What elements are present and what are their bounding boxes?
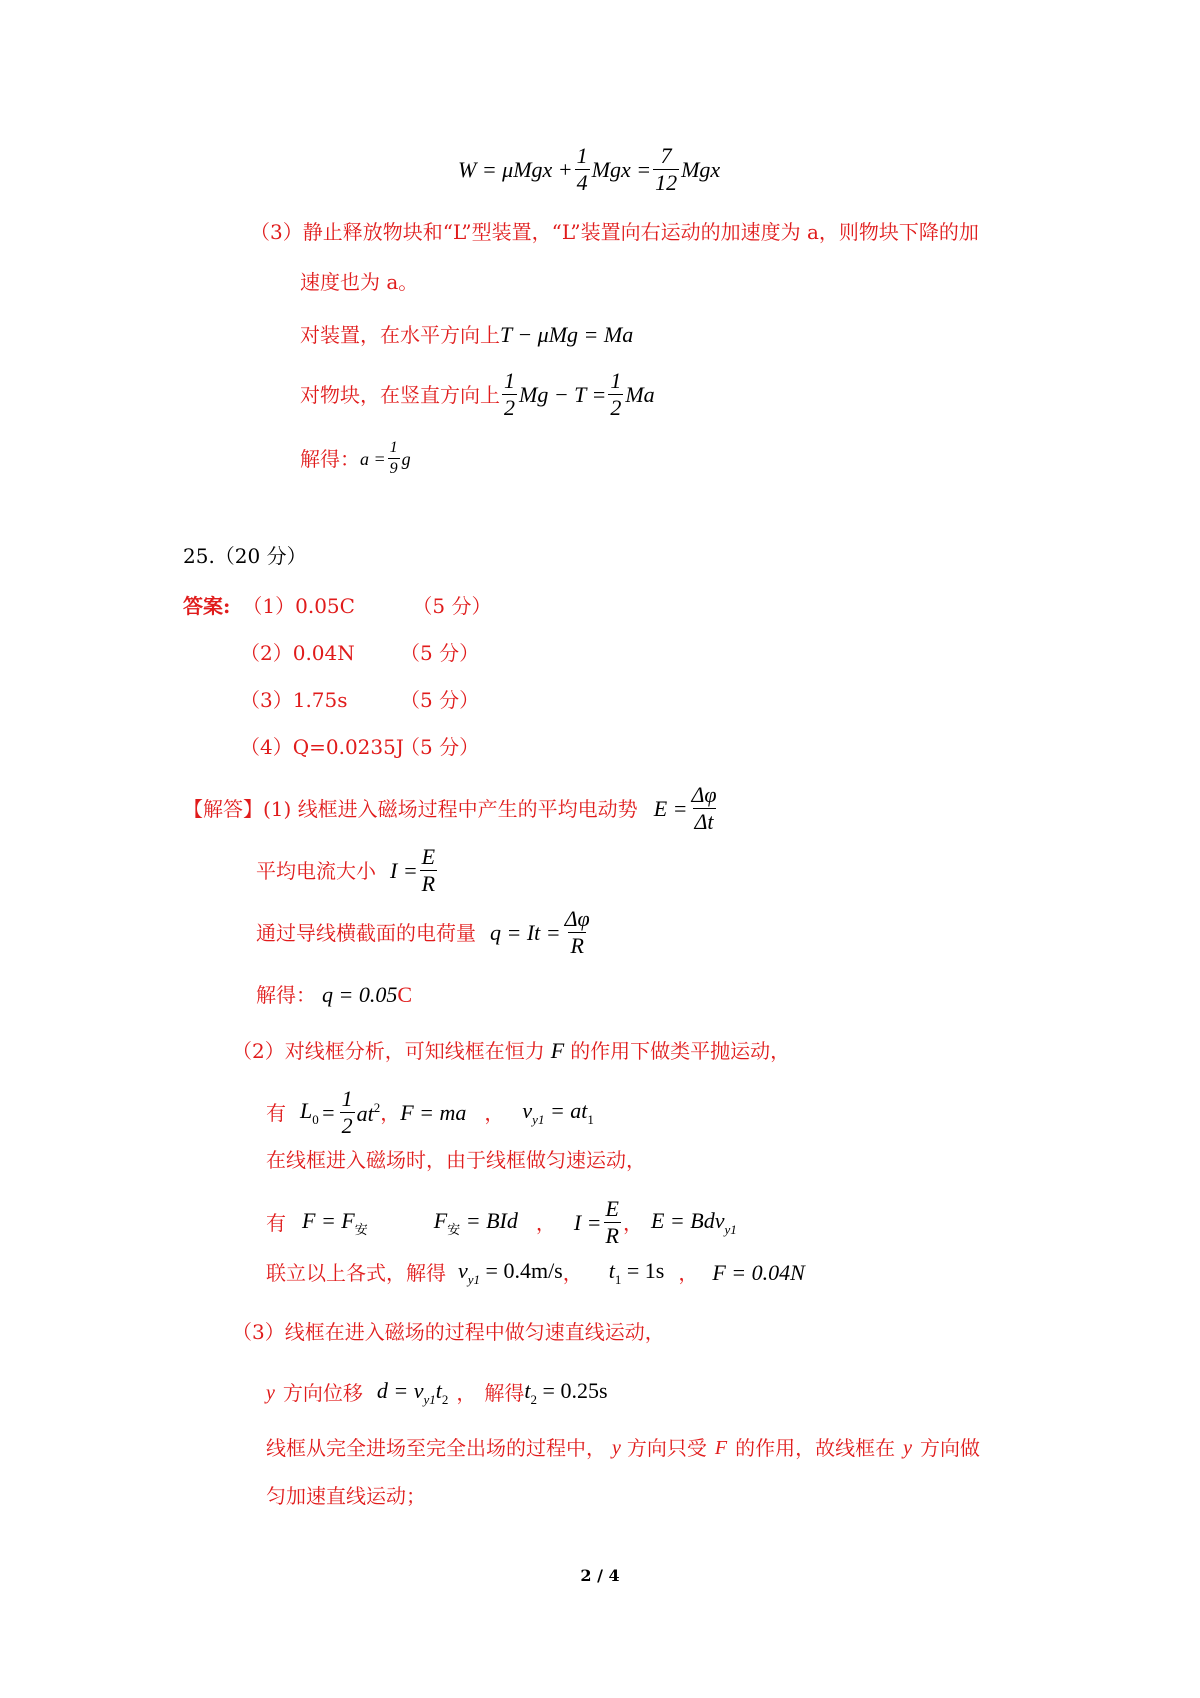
equation bbox=[300, 1088, 380, 1137]
equation bbox=[524, 1380, 607, 1406]
equation-lhs: a = bbox=[360, 448, 386, 469]
part3-solution-line1: （3）线框在进入磁场的过程中做匀速直线运动， bbox=[232, 1320, 665, 1344]
subscript: 1 bbox=[614, 1272, 622, 1287]
answer-label: 答案: bbox=[183, 594, 231, 618]
fraction-denominator: R bbox=[570, 933, 584, 958]
symbol-y: y bbox=[612, 1437, 621, 1459]
line-text: 解得： bbox=[256, 983, 316, 1007]
symbol-base: t bbox=[524, 1378, 531, 1403]
equation-rhs: = at bbox=[549, 1097, 588, 1123]
term bbox=[357, 1101, 381, 1125]
equation-base: E = Bdv bbox=[650, 1207, 725, 1233]
equation: q = 0.05 bbox=[322, 982, 398, 1007]
question-header: 25.（20 分） bbox=[183, 544, 307, 568]
fraction-numerator: E bbox=[605, 1196, 619, 1221]
equation-base: F = F bbox=[302, 1207, 355, 1233]
part2-line3: 在线框进入磁场时，由于线框做匀速运动， bbox=[266, 1148, 646, 1172]
part3-solution-line2 bbox=[266, 1380, 608, 1406]
subscript: y1 bbox=[423, 1392, 436, 1407]
fraction bbox=[420, 846, 437, 895]
symbol-F: F bbox=[714, 1437, 728, 1459]
part3-solution-line3 bbox=[266, 1438, 980, 1458]
line-text: 的作用下做类平抛运动， bbox=[570, 1039, 791, 1063]
symbol-base: t bbox=[435, 1378, 442, 1403]
equation bbox=[360, 440, 411, 477]
line-text: 解得 bbox=[484, 1381, 525, 1405]
fraction-numerator: 1 bbox=[389, 439, 398, 456]
line-text: 线框从完全进场至完全出场的过程中， bbox=[266, 1436, 606, 1460]
line-text: 对装置，在水平方向上 bbox=[300, 323, 500, 347]
equation-rhs: = BId bbox=[465, 1207, 518, 1233]
equation-unit: C bbox=[397, 982, 413, 1007]
answer-score: （5 分） bbox=[400, 688, 480, 712]
answer-value: （3）1.75s bbox=[240, 688, 348, 712]
subscript: y1 bbox=[532, 1111, 545, 1127]
symbol-y: y bbox=[903, 1437, 912, 1459]
line-text: 解得： bbox=[300, 446, 360, 471]
fraction bbox=[689, 784, 718, 833]
separator: ， bbox=[484, 1100, 505, 1125]
formula-lhs: W = μMgx + bbox=[458, 156, 573, 182]
fraction-numerator: E bbox=[421, 844, 436, 869]
solution-label: 【解答】 bbox=[183, 796, 263, 821]
part2-line4 bbox=[266, 1198, 737, 1247]
separator: ， bbox=[562, 1261, 583, 1285]
fraction-denominator: 4 bbox=[576, 170, 588, 195]
equation bbox=[458, 1260, 563, 1286]
equation-lhs: I = bbox=[390, 857, 418, 883]
answer-score: （5 分） bbox=[412, 594, 492, 618]
fraction-denominator: R bbox=[605, 1223, 619, 1248]
equation-lhs: I = bbox=[573, 1209, 602, 1235]
solution-line1 bbox=[183, 784, 721, 833]
symbol-F: F bbox=[550, 1038, 565, 1063]
equation-lhs: E = bbox=[653, 795, 688, 821]
answer-row-1 bbox=[183, 596, 491, 616]
fraction-numerator: 7 bbox=[660, 143, 672, 168]
term-base: at bbox=[356, 1100, 374, 1126]
fraction bbox=[575, 145, 590, 194]
equation-mid: Mg − T = bbox=[519, 381, 607, 407]
equation bbox=[390, 846, 439, 895]
fraction-denominator: 9 bbox=[389, 460, 398, 477]
symbol-y: y bbox=[266, 1382, 275, 1404]
fraction-numerator: Δφ bbox=[564, 906, 590, 931]
subscript: 2 bbox=[441, 1392, 449, 1407]
line-text: 方向只受 bbox=[626, 1436, 707, 1460]
part2-line5 bbox=[266, 1260, 805, 1286]
part3-line3 bbox=[300, 324, 633, 346]
separator: ， bbox=[456, 1381, 477, 1405]
part3-line5 bbox=[300, 440, 411, 477]
line-prefix: 有 bbox=[266, 1210, 286, 1235]
line-text: 平均电流大小 bbox=[256, 858, 376, 883]
fraction bbox=[608, 370, 623, 419]
subscript: 1 bbox=[587, 1111, 594, 1127]
top-formula bbox=[458, 145, 720, 194]
equals: = bbox=[320, 1099, 336, 1125]
part2-line2 bbox=[266, 1088, 594, 1137]
fraction bbox=[388, 440, 400, 477]
subscript: 2 bbox=[530, 1392, 538, 1407]
part3-solution-line4: 匀加速直线运动； bbox=[266, 1484, 426, 1508]
equation bbox=[490, 908, 594, 957]
line-text: 方向位移 bbox=[282, 1381, 363, 1405]
equation: T − μMg = Ma bbox=[500, 322, 634, 347]
equation bbox=[574, 1198, 623, 1247]
part3-line2: 速度也为 a。 bbox=[300, 270, 419, 294]
fraction-denominator: 2 bbox=[504, 395, 515, 420]
line-text: (1) 线框进入磁场过程中产生的平均电动势 bbox=[263, 796, 638, 821]
equation-end: g bbox=[401, 448, 411, 469]
line-text: 的作用，故线框在 bbox=[735, 1436, 896, 1460]
solution-line2 bbox=[256, 846, 439, 895]
fraction bbox=[563, 908, 592, 957]
equation-value: = 1s bbox=[626, 1258, 665, 1283]
fraction-denominator: R bbox=[421, 871, 436, 896]
answer-row-3 bbox=[240, 690, 479, 710]
symbol bbox=[300, 1097, 319, 1127]
fraction bbox=[653, 145, 679, 194]
equation bbox=[433, 1207, 518, 1237]
equation bbox=[500, 370, 655, 419]
answer-row-2 bbox=[240, 643, 479, 663]
equation-end: Ma bbox=[625, 381, 655, 407]
fraction-denominator: 2 bbox=[610, 395, 622, 420]
equation-lhs: q = It = bbox=[490, 919, 561, 945]
equation-value: = 0.4m/s bbox=[485, 1258, 563, 1283]
subscript: 安 bbox=[354, 1221, 368, 1237]
fraction-numerator: 1 bbox=[341, 1086, 353, 1111]
separator: ， bbox=[622, 1210, 643, 1235]
separator: ， bbox=[535, 1210, 556, 1235]
fraction-numerator: 1 bbox=[576, 143, 588, 168]
equation: F = 0.04N bbox=[712, 1260, 805, 1285]
formula-rhs: Mgx bbox=[681, 156, 721, 182]
fraction bbox=[340, 1088, 355, 1137]
equation bbox=[522, 1097, 594, 1127]
symbol-base: L bbox=[300, 1097, 313, 1123]
equation-base: d = v bbox=[376, 1378, 424, 1403]
solution-line3 bbox=[256, 908, 594, 957]
fraction-denominator: Δt bbox=[694, 809, 714, 834]
line-text: 方向做 bbox=[920, 1436, 980, 1460]
line-text: （2）对线框分析，可知线框在恒力 bbox=[232, 1039, 545, 1063]
part3-line4 bbox=[300, 370, 655, 419]
equation bbox=[650, 1207, 737, 1237]
separator: ， bbox=[678, 1261, 699, 1285]
symbol-base: t bbox=[608, 1258, 615, 1283]
subscript: y1 bbox=[724, 1221, 737, 1237]
separator: ， bbox=[380, 1100, 401, 1125]
equation: F = ma bbox=[400, 1099, 467, 1125]
fraction-numerator: 1 bbox=[610, 368, 622, 393]
fraction-numerator: 1 bbox=[504, 368, 515, 393]
equation bbox=[377, 1380, 449, 1406]
equation-value: = 0.25s bbox=[542, 1378, 608, 1403]
answer-score: （5 分） bbox=[400, 735, 480, 759]
answer-value: （2）0.04N bbox=[240, 641, 355, 665]
line-text: 联立以上各式，解得 bbox=[266, 1261, 446, 1285]
answer-score: （5 分） bbox=[400, 641, 480, 665]
solution-line4 bbox=[256, 984, 412, 1006]
subscript: 安 bbox=[447, 1221, 461, 1237]
subscript: y1 bbox=[467, 1272, 481, 1287]
line-prefix: 有 bbox=[266, 1100, 286, 1125]
fraction-denominator: 12 bbox=[655, 170, 678, 195]
answer-row-4 bbox=[240, 737, 479, 757]
equation bbox=[609, 1260, 665, 1286]
equation bbox=[654, 784, 721, 833]
answer-value: （4）Q=0.0235J bbox=[240, 735, 404, 759]
superscript: 2 bbox=[373, 1099, 381, 1115]
subscript: 0 bbox=[312, 1111, 319, 1127]
fraction-numerator: Δφ bbox=[691, 782, 717, 807]
formula-mid: Mgx = bbox=[591, 156, 652, 182]
page-number: 2 / 4 bbox=[580, 1566, 620, 1585]
fraction-denominator: 2 bbox=[341, 1113, 353, 1138]
symbol-base: v bbox=[458, 1258, 468, 1283]
part2-line1 bbox=[232, 1040, 790, 1062]
fraction bbox=[604, 1198, 621, 1247]
symbol-base: v bbox=[522, 1097, 533, 1123]
symbol-base: F bbox=[433, 1207, 448, 1233]
line-text: 通过导线横截面的电荷量 bbox=[256, 920, 476, 945]
fraction bbox=[502, 370, 517, 419]
equation bbox=[302, 1207, 368, 1237]
line-text: 对物块，在竖直方向上 bbox=[300, 382, 500, 407]
part3-line1: （3）静止释放物块和“L”型装置，“L”装置向右运动的加速度为 a，则物块下降的加 bbox=[250, 220, 979, 244]
answer-value: （1）0.05C bbox=[242, 594, 355, 618]
